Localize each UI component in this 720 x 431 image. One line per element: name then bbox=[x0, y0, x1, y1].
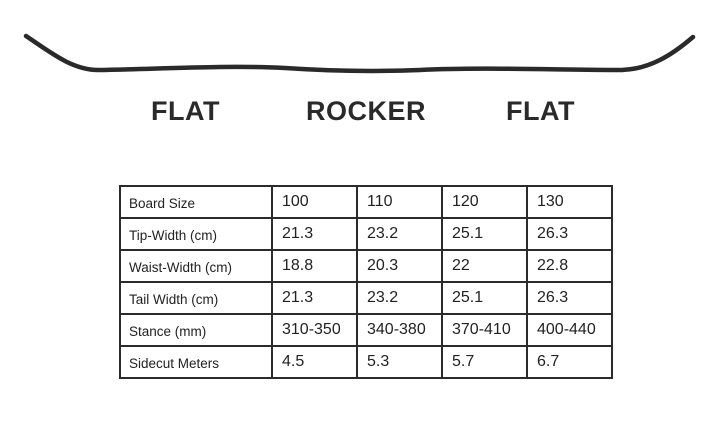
table-cell: 21.3 bbox=[272, 218, 357, 250]
profile-label-flat-right: FLAT bbox=[506, 96, 575, 126]
spec-table-body bbox=[120, 186, 612, 378]
board-spec-table bbox=[119, 185, 613, 379]
table-cell: 4.5 bbox=[272, 346, 357, 378]
profile-label-flat-left: FLAT bbox=[151, 96, 220, 126]
table-cell: 20.3 bbox=[357, 250, 442, 282]
table-cell: 22 bbox=[442, 250, 527, 282]
table-cell: 25.1 bbox=[442, 218, 527, 250]
table-row bbox=[120, 282, 612, 314]
table-cell: 22.8 bbox=[527, 250, 612, 282]
table-row bbox=[120, 218, 612, 250]
row-label: Stance (mm) bbox=[120, 314, 272, 346]
table-cell: 23.2 bbox=[357, 282, 442, 314]
row-label: Waist-Width (cm) bbox=[120, 250, 272, 282]
table-cell: 21.3 bbox=[272, 282, 357, 314]
table-cell: 18.8 bbox=[272, 250, 357, 282]
table-row bbox=[120, 250, 612, 282]
table-cell: 26.3 bbox=[527, 218, 612, 250]
table-cell: 120 bbox=[442, 186, 527, 218]
row-label: Sidecut Meters bbox=[120, 346, 272, 378]
row-label: Tip-Width (cm) bbox=[120, 218, 272, 250]
table-cell: 100 bbox=[272, 186, 357, 218]
board-profile-line bbox=[26, 36, 693, 71]
table-cell: 25.1 bbox=[442, 282, 527, 314]
table-cell: 26.3 bbox=[527, 282, 612, 314]
table-cell: 6.7 bbox=[527, 346, 612, 378]
table-cell: 5.7 bbox=[442, 346, 527, 378]
board-profile-illustration bbox=[0, 0, 720, 90]
profile-label-rocker: ROCKER bbox=[306, 96, 427, 126]
table-cell: 5.3 bbox=[357, 346, 442, 378]
row-label: Tail Width (cm) bbox=[120, 282, 272, 314]
table-row bbox=[120, 314, 612, 346]
table-cell: 400-440 bbox=[527, 314, 612, 346]
table-cell: 340-380 bbox=[357, 314, 442, 346]
table-cell: 310-350 bbox=[272, 314, 357, 346]
table-cell: 370-410 bbox=[442, 314, 527, 346]
table-row bbox=[120, 186, 612, 218]
table-cell: 23.2 bbox=[357, 218, 442, 250]
table-row bbox=[120, 346, 612, 378]
table-cell: 130 bbox=[527, 186, 612, 218]
row-label: Board Size bbox=[120, 186, 272, 218]
table-cell: 110 bbox=[357, 186, 442, 218]
